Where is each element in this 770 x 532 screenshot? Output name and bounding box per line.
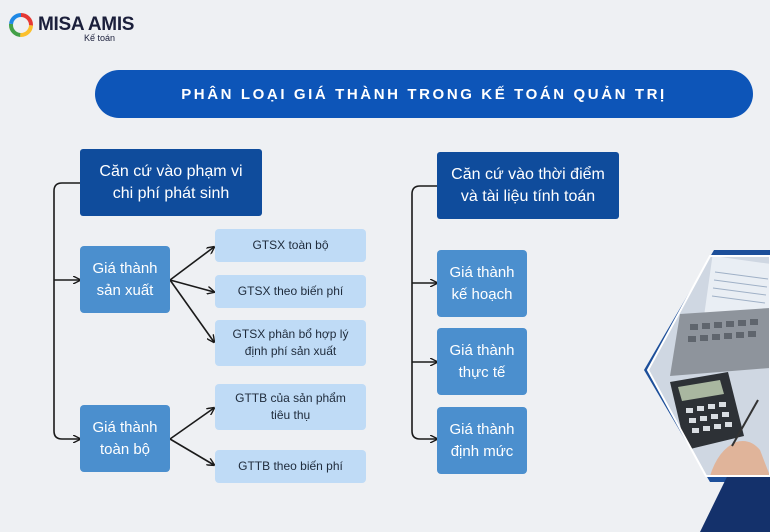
leaf-gttb-cua-san-pham-tieu-thu — [215, 384, 366, 430]
left-heading-line-2: chi phí phát sinh — [112, 184, 230, 202]
node-gia-thanh-ke-hoach — [437, 250, 527, 317]
page-title: PHÂN LOẠI GIÁ THÀNH TRONG KẾ TOÁN QUẢN TRỊ — [181, 85, 667, 103]
right-heading-line-2: và tài liệu tính toán — [460, 187, 596, 205]
node-label-line-2: sản xuất — [96, 281, 154, 299]
left-category-heading — [80, 149, 262, 216]
node-label-line-1: Giá thành — [92, 259, 158, 277]
node-label-line-1: Giá thành — [92, 418, 158, 436]
logo-subtitle: Kế toán — [84, 33, 116, 43]
node-label-line-1: Giá thành — [449, 420, 515, 438]
node-gia-thanh-toan-bo — [80, 405, 170, 472]
node-label-line-2: kế hoạch — [451, 285, 513, 303]
leaf-gttb-theo-bien-phi — [215, 450, 366, 483]
leaf-gtsx-theo-bien-phi — [215, 275, 366, 308]
node-label-line-2: định mức — [450, 442, 514, 460]
leaf-gtsx-toan-bo — [215, 229, 366, 262]
leaf-label: GTTB theo biến phí — [238, 459, 343, 473]
node-label-line-2: thực tế — [458, 363, 506, 381]
leaf-label-line-1: GTTB của sản phẩm — [235, 391, 346, 405]
logo-brand: MISA AMIS — [38, 14, 135, 35]
leaf-label-line-1: GTSX phân bổ hợp lý — [232, 327, 349, 341]
node-label-line-1: Giá thành — [449, 263, 515, 281]
misa-logo-icon — [8, 12, 34, 38]
node-gia-thanh-san-xuat — [80, 246, 170, 313]
leaf-label: GTSX toàn bộ — [252, 238, 329, 252]
leaf-gtsx-phan-bo-hop-ly — [215, 320, 366, 366]
misa-amis-logo — [8, 10, 138, 46]
right-category-heading — [437, 152, 619, 219]
leaf-label-line-2: định phí sản xuất — [244, 344, 337, 358]
node-gia-thanh-thuc-te — [437, 328, 527, 395]
left-heading-line-1: Căn cứ vào phạm vi — [99, 162, 243, 180]
node-label-line-1: Giá thành — [449, 341, 515, 359]
calculator-laptop-photo — [640, 250, 770, 532]
node-gia-thanh-dinh-muc — [437, 407, 527, 474]
page-title-banner — [95, 70, 753, 118]
leaf-label-line-2: tiêu thụ — [270, 408, 311, 422]
leaf-label: GTSX theo biến phí — [237, 284, 344, 298]
node-label-line-2: toàn bộ — [99, 440, 151, 458]
right-heading-line-1: Căn cứ vào thời điểm — [451, 165, 605, 183]
